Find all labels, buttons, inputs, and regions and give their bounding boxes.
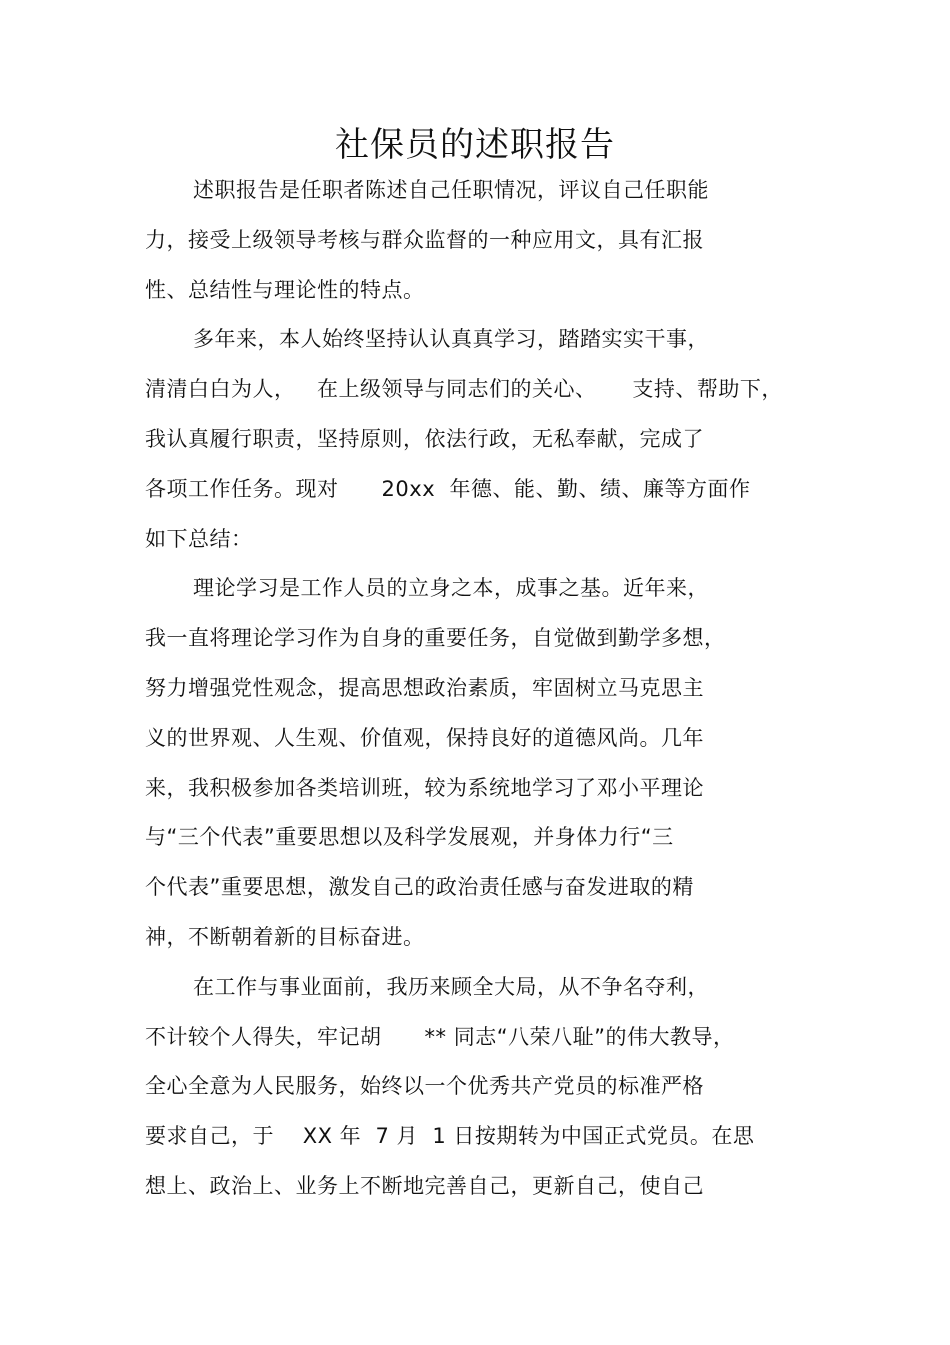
paragraph-line: 来，我积极参加各类培训班，较为系统地学习了邓小平理论: [145, 775, 704, 800]
paragraph-line: 我一直将理论学习作为自身的重要任务，自觉做到勤学多想，: [145, 626, 726, 651]
paragraph-line: 清清白白为人， 在上级领导与同志们的关心、 支持、帮助下，: [145, 377, 783, 402]
paragraph-line: 义的世界观、人生观、价值观，保持良好的道德风尚。几年: [145, 725, 704, 750]
paragraph-line: 神，不断朝着新的目标奋进。: [145, 924, 425, 949]
paragraph-line: 各项工作任务。现对 20xx 年德、能、勤、绩、廉等方面作: [145, 476, 751, 501]
paragraph-line: 想上、政治上、业务上不断地完善自己，更新自己，使自己: [145, 1173, 704, 1198]
paragraph-line: 性、总结性与理论性的特点。: [145, 277, 425, 302]
paragraph-line: 理论学习是工作人员的立身之本，成事之基。近年来，: [193, 576, 709, 601]
paragraph-line: 要求自己，于 XX 年 7 月 1 日按期转为中国正式党员。在思: [145, 1124, 755, 1149]
paragraph-line: 个代表”重要思想，激发自己的政治责任感与奋发进取的精: [145, 875, 694, 900]
paragraph-line: 努力增强党性观念，提高思想政治素质，牢固树立马克思主: [145, 675, 704, 700]
document-title: 社保员的述职报告: [335, 125, 615, 165]
paragraph-line: 我认真履行职责，坚持原则，依法行政，无私奉献，完成了: [145, 426, 704, 451]
paragraph-line: 如下总结：: [145, 526, 253, 551]
paragraph-line: 力，接受上级领导考核与群众监督的一种应用文，具有汇报: [145, 227, 704, 252]
paragraph-line: 全心全意为人民服务，始终以一个优秀共产党员的标准严格: [145, 1074, 704, 1099]
paragraph-line: 与“三个代表”重要思想以及科学发展观，并身体力行“三: [145, 825, 674, 850]
paragraph-line: 在工作与事业面前，我历来顾全大局，从不争名夺利，: [193, 974, 709, 999]
paragraph-line: 多年来，本人始终坚持认认真真学习，踏踏实实干事，: [193, 327, 709, 352]
paragraph-line: 不计较个人得失，牢记胡 ** 同志“八荣八耻”的伟大教导，: [145, 1024, 735, 1049]
document-body: [145, 166, 825, 1212]
paragraph-line: 述职报告是任职者陈述自己任职情况，评议自己任职能: [193, 178, 709, 202]
